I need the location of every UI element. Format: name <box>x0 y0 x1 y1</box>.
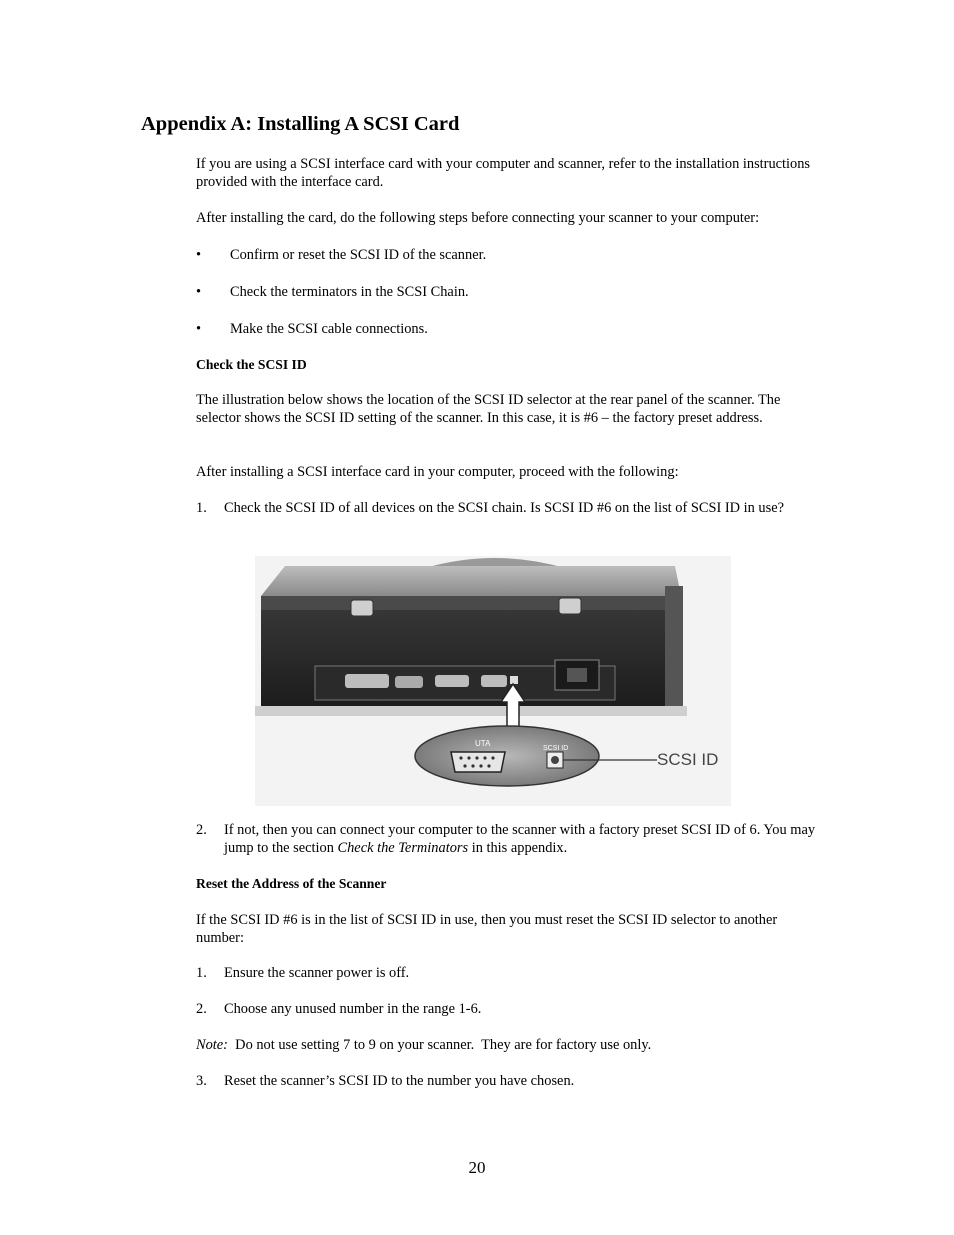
scsi-id-paragraph: The illustration below shows the location of the SCSI ID selector at the rear panel of the scanner. The selector shows the SCSI ID setting of the scanner. In this case, it is #6 – the factory preset address. <box>196 392 781 426</box>
bullet-icon: • <box>196 284 202 300</box>
intro-paragraph: If you are using a SCSI interface card with your computer and scanner, refer to the installation instructions provided with the interface card. <box>196 156 811 190</box>
page-number: 20 <box>468 1158 486 1177</box>
numbered-step <box>196 964 821 982</box>
section-heading-reset-address: Reset the Address of the Scanner <box>196 876 387 891</box>
step-text-part: If not, then you can connect your computer to the scanner with a factory preset SCSI ID of 6. You may jump to the section <box>224 822 816 856</box>
bullet-icon: • <box>196 247 202 263</box>
page-title: Appendix A: Installing A SCSI Card <box>141 113 460 135</box>
uta-connector-icon <box>451 752 505 772</box>
scanner-illustration <box>255 556 731 806</box>
numbered-step <box>196 1072 821 1090</box>
scsi-id-selector <box>510 676 518 684</box>
scsi-id-small-label: SCSI ID <box>543 745 569 752</box>
step-text: Choose any unused number in the range 1-6. <box>224 1001 482 1017</box>
note-paragraph <box>196 1036 821 1054</box>
step-text: Ensure the scanner power is off. <box>224 965 410 981</box>
step-text: Reset the scanner’s SCSI ID to the number you have chosen. <box>224 1073 575 1089</box>
port-connector <box>395 676 423 688</box>
numbered-step <box>196 1000 821 1018</box>
section-reference: Check the Terminators <box>337 840 469 856</box>
port-connector <box>345 674 389 688</box>
numbered-step <box>196 821 821 857</box>
scsi-id-callout-label: SCSI ID <box>657 750 719 769</box>
step-number: 1. <box>196 500 207 516</box>
numbered-step <box>196 499 821 517</box>
uta-label: UTA <box>475 739 491 748</box>
step-number: 2. <box>196 1001 207 1017</box>
list-item-text: Check the terminators in the SCSI Chain. <box>230 284 469 300</box>
callout-oval <box>415 726 599 786</box>
step-number: 3. <box>196 1073 207 1089</box>
note-label: Note: <box>196 1037 228 1053</box>
note-text: Do not use setting 7 to 9 on your scanner. They are for factory use only. <box>227 1037 652 1053</box>
intro-steps-paragraph: After installing the card, do the following steps before connecting your scanner to your computer: <box>196 210 760 226</box>
bullet-icon: • <box>196 321 202 337</box>
step-text-part: in this appendix. <box>468 840 568 856</box>
list-item-text: Confirm or reset the SCSI ID of the scanner. <box>230 247 487 263</box>
proceed-paragraph: After installing a SCSI interface card in your computer, proceed with the following: <box>196 464 679 480</box>
scanner-rear-panel-figure <box>255 556 731 806</box>
step-number: 2. <box>196 822 207 838</box>
step-text <box>224 821 821 857</box>
port-connector <box>435 675 469 687</box>
scanner-lid <box>261 566 681 596</box>
step-text: Check the SCSI ID of all devices on the SCSI chain. Is SCSI ID #6 on the list of SCSI ID in use? <box>224 500 784 516</box>
list-item-text: Make the SCSI cable connections. <box>230 321 428 337</box>
reset-paragraph: If the SCSI ID #6 is in the list of SCSI ID in use, then you must reset the SCSI ID selector to another number: <box>196 912 778 946</box>
section-heading-check-scsi-id: Check the SCSI ID <box>196 357 307 372</box>
port-connector <box>481 675 507 687</box>
step-number: 1. <box>196 965 207 981</box>
